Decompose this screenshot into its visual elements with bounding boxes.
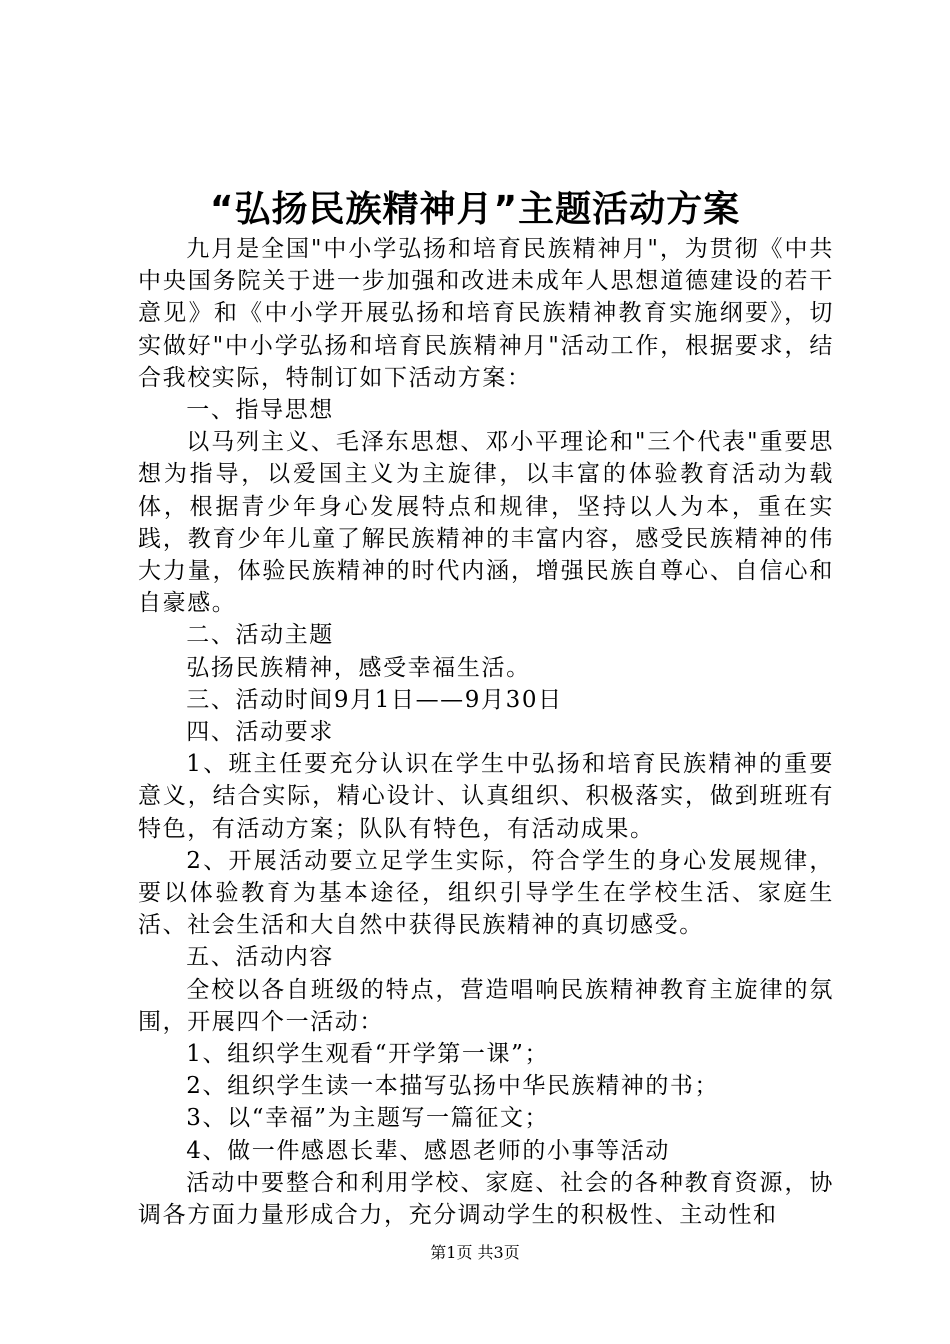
list-item-2: 2、组织学生读一本描写弘扬中华民族精神的书； [186,1073,720,1100]
list-item-3: 3、以“幸福”为主题写一篇征文； [186,1105,550,1132]
heading-activity-time: 三、活动时间9月1日——9月30日 [186,686,563,713]
document-title: “弘扬民族精神月”主题活动方案 [209,189,741,230]
paragraph-activity-content: 全校以各自班级的特点，营造唱响民族精神教育主旋律的氛围，开展四个一活动： [138,976,834,1035]
paragraph-guiding-ideology: 以马列主义、毛泽东思想、邓小平理论和"三个代表"重要思想为指导，以爱国主义为主旋律，以丰富的体验教育活动为载体，根据青少年身心发展特点和规律，坚持以人为本，重在实践，教育少年儿童了解民族精神的丰富内容，感受民族精神的伟大力量，体验民族精神的时代内涵，增强民族自尊心、自信心和自豪感。 [138,429,834,617]
heading-activity-requirements: 四、活动要求 [186,719,334,746]
list-item-4: 4、做一件感恩长辈、感恩老师的小事等活动 [186,1137,670,1164]
heading-guiding-ideology: 一、指导思想 [186,397,334,424]
page-footer: 第1页 共3页 [430,1243,520,1262]
paragraph-requirement-1: 1、班主任要充分认识在学生中弘扬和培育民族精神的重要意义，结合实际，精心设计、认真组织、积极落实，做到班班有特色，有活动方案；队队有特色，有活动成果。 [138,751,834,842]
document-body [138,233,834,1231]
paragraph-requirement-2: 2、开展活动要立足学生实际，符合学生的身心发展规律，要以体验教育为基本途径，组织引导学生在学校生活、家庭生活、社会生活和大自然中获得民族精神的真切感受。 [138,847,834,939]
paragraph-activity-theme: 弘扬民族精神，感受幸福生活。 [186,654,531,681]
paragraph-intro: 九月是全国"中小学弘扬和培育民族精神月"，为贯彻《中共中央国务院关于进一步加强和改进未成年人思想道德建设的若干意见》和《中小学开展弘扬和培育民族精神教育实施纲要》，切实做好"中小学弘扬和培育民族精神月"活动工作，根据要求，结合我校实际，特制订如下活动方案： [138,236,834,391]
paragraph-integration: 活动中要整合和利用学校、家庭、社会的各种教育资源，协调各方面力量形成合力，充分调动学生的积极性、主动性和 [138,1169,834,1229]
heading-activity-theme: 二、活动主题 [186,622,334,649]
list-item-1: 1、组织学生观看“开学第一课”； [186,1041,550,1068]
heading-activity-content: 五、活动内容 [186,944,334,971]
